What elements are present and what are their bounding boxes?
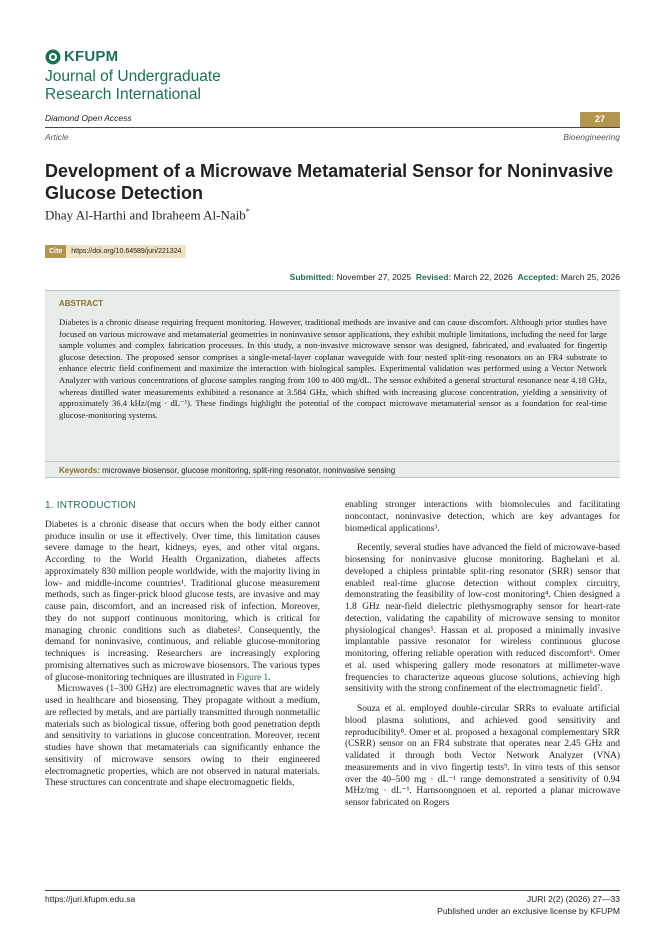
kfupm-emblem-icon — [45, 49, 61, 65]
license-note: Published under an exclusive license by KFUPM — [437, 906, 620, 916]
logo-text: KFUPM — [64, 48, 119, 65]
right-column — [345, 500, 620, 810]
left-column — [45, 500, 320, 790]
volume-info: JURI 2(2) (2026) 27—33 — [526, 894, 620, 904]
figure-1-link[interactable]: Figure 1 — [236, 672, 269, 683]
journal-name — [45, 68, 221, 104]
cite-badge[interactable] — [45, 245, 186, 258]
journal-name-line1: Journal of Undergraduate — [45, 68, 221, 85]
journal-url-link[interactable]: https://juri.kfupm.edu.sa — [45, 894, 136, 904]
abstract-heading: ABSTRACT — [59, 299, 103, 308]
intro-paragraph-1 — [45, 520, 320, 685]
intro-paragraph-3: Recently, several studies have advanced the field of microwave-based biosensing for noninvasive glucose monitoring. Baghelani et al. developed a chipless printable split-ring resonator (SRR) sensor that enabled real-time glucose detection without complex circuitry, demonstrating the feasibility of low-cost monitoring⁴. Chien designed a 1.8 GHz near-field dielectric plethysmography sensor for heart-rate detection, validating the capability of microwave sensing to monitor physiological changes⁵. Hassan et al. proposed a minimally invasive implantable passive resonator for wireless continuous glucose monitoring, offering reliable operation with reduced discomfort⁶. Omer et al. used whispering gallery mode resonators at millimeter-wave frequencies to characterize aqueous glucose solutions, achieving high sensitivity with the strong confinement of the electromagnetic field⁷. — [345, 543, 620, 695]
intro-paragraph-4: Souza et al. employed double-circular SRRs to evaluate artificial blood plasma solutions, and achieved good sensitivity and reproducibility⁸. Omer et al. proposed a hexagonal complementary SRR (CSRR) sensor on an FR4 substrate that operates near 2.45 GHz and validated it through both Vector Network Analyzer (VNA) measurements and in vivo fingertip tests⁹. In vitro tests of this sensor over the 40–500 mg · dL⁻¹ range demonstrated a sensitivity of 0.94 MHz/mg · dL⁻¹. Harnsoongnoen et al. reported a planar microwave sensor fabricated on Rogers — [345, 704, 620, 808]
cite-label: Cite — [45, 245, 66, 258]
abstract-box — [45, 290, 620, 478]
page-number-badge: 27 — [580, 112, 620, 127]
abstract-text: Diabetes is a chronic disease requiring frequent monitoring. However, traditional methods are invasive and can cause discomfort. Although prior studies have focused on various microwave and metamaterial geometries in noninvasive sensor applications, they exhibit multiple limitations, including the need for large sample volumes and complex fabrication processes. In this study, a non-invasive microwave sensor was designed, fabricated, and evaluated for fingertip glucose detection. The proposed sensor comprises a single-metal-layer coplanar waveguide with four nested split-ring resonators on an FR4 substrate to enhance electric field confinement and maximize the interaction with biological samples. Experimental validation was performed using a Vector Network Analyzer with various concentrations of glucose samples ranging from 100 to 400 mg/dL. The sensor exhibited a general structural resonance near 4.18 GHz, whereas distilled water measurements exhibited a resonance at 3.584 GHz, which shifted with increasing glucose concentration, yielding a sensitivity of approximately 36.4 kHz/(mg · dL⁻¹). These findings highlight the potential of the compact microwave metamaterial sensor as a foundation for real-time glucose-monitoring systems. — [59, 317, 607, 420]
intro-paragraph-2-continued: enabling stronger interactions with biomolecules and facilitating noncontact, noninvasive detection, which are key advantages for biomedical applications³. — [345, 500, 620, 534]
intro-paragraph-1-end: . — [268, 672, 271, 683]
access-bar — [45, 112, 620, 128]
intro-paragraph-2: Microwaves (1–300 GHz) are electromagnetic waves that are widely used in healthcare and biosensing. They propagate without a medium, are reflected by metals, and are partially transmitted through nonmetallic materials such as biological tissue, offering both good penetration depth and sensitivity to variations in glucose concentration. Moreover, recent studies have shown that metamaterials can significantly enhance the sensitivity of microwave sensors owing to their engineered electromagnetic properties, which are not observed in natural materials. These structures can concentrate and shape electromagnetic fields, — [45, 684, 320, 789]
footer-rule — [45, 890, 620, 891]
corresponding-author-mark: * — [245, 207, 250, 216]
keywords-label: Keywords: — [59, 466, 100, 475]
section-heading-introduction: 1. INTRODUCTION — [45, 500, 136, 511]
article-category: Bioengineering — [563, 132, 620, 142]
revised-date: March 22, 2026 — [453, 272, 513, 282]
keywords-line — [45, 461, 620, 479]
accepted-label: Accepted: — [517, 272, 559, 282]
submitted-label: Submitted: — [289, 272, 335, 282]
journal-name-line2: Research International — [45, 86, 201, 103]
publication-dates — [290, 272, 620, 282]
revised-label: Revised: — [415, 272, 452, 282]
accepted-date: March 25, 2026 — [560, 272, 620, 282]
authors — [45, 207, 250, 223]
author-names: Dhay Al-Harthi and Ibraheem Al-Naib — [45, 207, 246, 223]
doi-link[interactable]: https://doi.org/10.64589/juri/221324 — [71, 248, 182, 255]
access-label: Diamond Open Access — [45, 113, 132, 123]
intro-paragraph-1-text: Diabetes is a chronic disease that occurs when the body either cannot produce insulin or use it effectively. Over time, this limitation causes severe damage to the heart, kidneys, eyes, and other vital organs. According to the World Health Organization, diabetes affects approximately 830 million people worldwide, with the majority living in low- and middle-income countries¹. Traditional glucose measurement methods, such as finger-prick blood glucose tests, are invasive and may cause pain, discomfort, and an increased risk of infection. Moreover, they do not support continuous monitoring, which is critical for managing chronic conditions such as diabetes². Consequently, the demand for noninvasive, continuous, and reliable glucose-monitoring techniques is increasing. Researchers are increasingly exploring promising alternatives such as microwave biosensors. The various types of glucose-monitoring techniques are illustrated in — [45, 519, 320, 683]
article-type: Article — [45, 132, 69, 142]
keywords-text: microwave biosensor, glucose monitoring, split-ring resonator, noninvasive sensing — [102, 466, 396, 475]
submitted-date: November 27, 2025 — [336, 272, 412, 282]
journal-logo — [45, 48, 118, 65]
article-title: Development of a Microwave Metamaterial Sensor for Noninvasive Glucose Detection — [45, 161, 614, 203]
